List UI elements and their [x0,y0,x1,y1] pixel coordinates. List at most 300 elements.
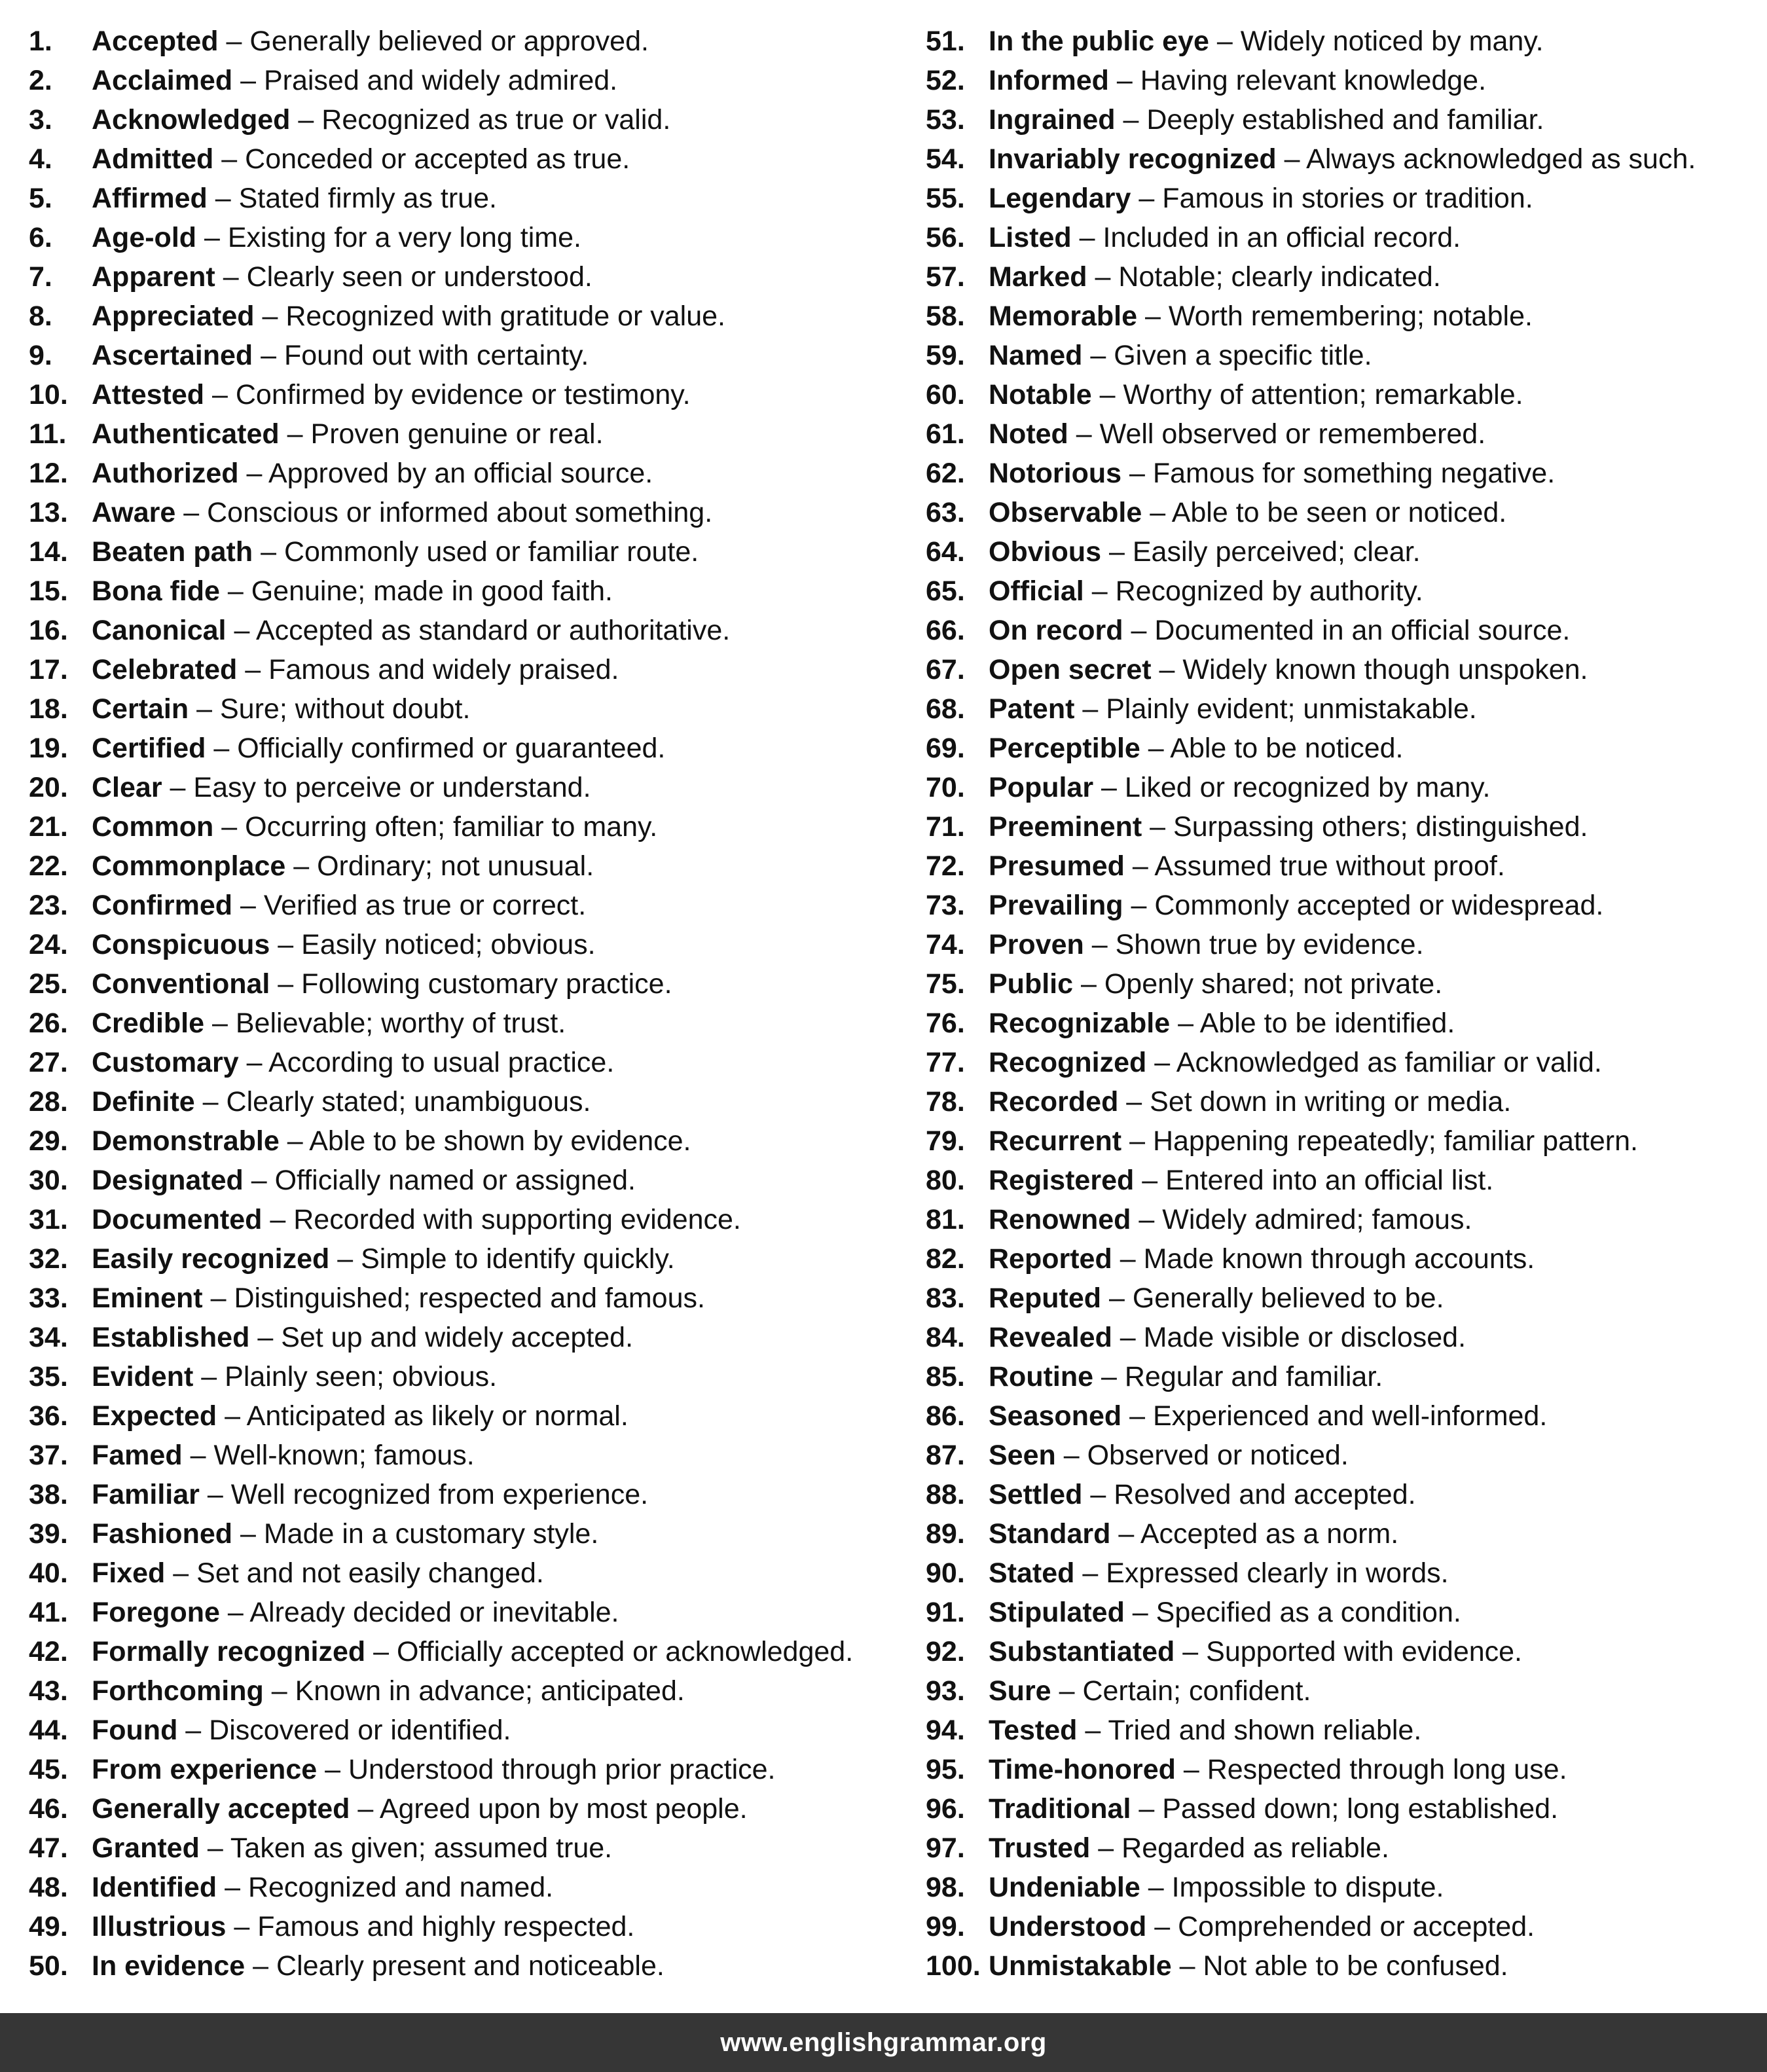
item-definition: Generally believed or approved. [249,26,649,57]
item-term: Identified [92,1872,217,1903]
item-number: 13. [29,497,68,528]
item-term: Certified [92,733,206,764]
item-number: 86. [926,1400,965,1432]
item-definition: Worthy of attention; remarkable. [1123,379,1523,410]
item-definition: Commonly used or familiar route. [283,536,699,568]
list-item [926,1907,1696,1946]
item-number: 73. [926,890,965,921]
item-separator: – [234,615,250,646]
item-number: 64. [926,536,965,568]
list-item [926,1121,1696,1161]
item-definition: Sure; without doubt. [219,693,471,725]
item-definition: Assumed true without proof. [1154,850,1505,882]
item-separator: – [173,1557,189,1589]
item-definition: Liked or recognized by many. [1124,772,1491,803]
item-separator: – [1142,1165,1158,1196]
list-item [29,846,853,886]
item-definition: Deeply established and familiar. [1146,104,1544,136]
item-definition: Able to be identified. [1199,1008,1455,1039]
item-separator: – [270,1204,286,1235]
list-item [29,1671,853,1711]
item-separator: – [207,1832,223,1864]
list-item [926,179,1696,218]
item-number: 51. [926,26,965,57]
list-item [926,1436,1696,1475]
item-number: 31. [29,1204,68,1235]
list-item [29,179,853,218]
item-definition: Famous in stories or tradition. [1162,183,1533,214]
item-term: Demonstrable [92,1125,280,1157]
item-separator: – [1154,1911,1171,1942]
item-definition: Supported with evidence. [1206,1636,1523,1667]
item-number: 9. [29,340,52,371]
item-separator: – [1063,1440,1080,1471]
item-number: 68. [926,693,965,725]
item-number: 79. [926,1125,965,1157]
item-separator: – [183,497,200,528]
item-separator: – [1091,575,1108,607]
item-separator: – [190,1440,206,1471]
item-term: Marked [989,261,1087,293]
item-separator: – [278,968,294,1000]
item-term: Ingrained [989,104,1116,136]
item-term: Recurrent [989,1125,1122,1157]
item-number: 30. [29,1165,68,1196]
item-definition: Worth remembering; notable. [1168,300,1533,332]
item-term: Clear [92,772,162,803]
item-separator: – [337,1243,354,1275]
website-url[interactable]: www.englishgrammar.org [720,2027,1047,2057]
item-definition: Set up and widely accepted. [281,1322,634,1353]
item-term: Seen [989,1440,1056,1471]
item-term: Settled [989,1479,1083,1510]
item-separator: – [227,1597,244,1628]
item-separator: – [261,340,277,371]
item-definition: Genuine; made in good faith. [251,575,613,607]
item-definition: Always acknowledged as such. [1306,143,1696,175]
item-separator: – [325,1754,341,1785]
item-number: 85. [926,1361,965,1392]
item-definition: Easily perceived; clear. [1132,536,1421,568]
list-item [926,768,1696,807]
item-definition: Specified as a condition. [1156,1597,1461,1628]
list-item [29,1004,853,1043]
item-separator: – [278,929,294,960]
item-separator: – [234,1911,250,1942]
item-term: Granted [92,1832,200,1864]
item-separator: – [221,143,238,175]
item-separator: – [373,1636,390,1667]
item-definition: Famous and highly respected. [257,1911,635,1942]
item-separator: – [1150,497,1166,528]
item-separator: – [257,1322,274,1353]
item-term: Noted [989,418,1068,450]
item-number: 89. [926,1518,965,1550]
list-item [29,1946,853,1986]
list-item [926,1396,1696,1436]
item-definition: Experienced and well-informed. [1152,1400,1548,1432]
item-separator: – [1139,1793,1155,1825]
item-term: Designated [92,1165,244,1196]
list-item [29,100,853,139]
item-separator: – [1132,850,1148,882]
item-separator: – [287,418,303,450]
item-separator: – [271,1675,287,1707]
item-number: 12. [29,458,68,489]
item-term: Recognizable [989,1008,1171,1039]
item-term: Official [989,575,1084,607]
list-item [926,572,1696,611]
item-separator: – [223,261,239,293]
item-number: 98. [926,1872,965,1903]
item-separator: – [1150,811,1166,843]
item-term: Informed [989,65,1109,96]
item-number: 58. [926,300,965,332]
item-separator: – [225,1872,240,1903]
item-term: Canonical [92,615,227,646]
item-separator: – [240,890,256,921]
item-term: Acknowledged [92,104,291,136]
list-item [926,1004,1696,1043]
item-separator: – [1148,1872,1164,1903]
item-term: Listed [989,222,1072,253]
item-definition: Stated firmly as true. [238,183,497,214]
item-number: 14. [29,536,68,568]
item-definition: Happening repeatedly; familiar pattern. [1152,1125,1638,1157]
item-number: 63. [926,497,965,528]
item-term: Presumed [989,850,1125,882]
list-item [926,1711,1696,1750]
item-term: Generally accepted [92,1793,350,1825]
item-separator: – [1080,968,1097,1000]
item-term: Fashioned [92,1518,233,1550]
item-term: Reported [989,1243,1112,1275]
item-term: Foregone [92,1597,220,1628]
item-term: Tested [989,1715,1078,1746]
list-item [29,1750,853,1789]
item-separator: – [1101,1361,1117,1392]
item-separator: – [221,811,238,843]
item-term: Authenticated [92,418,280,450]
item-definition: Commonly accepted or widespread. [1154,890,1604,921]
item-separator: – [1095,261,1111,293]
item-definition: Acknowledged as familiar or valid. [1176,1047,1602,1078]
item-definition: Well recognized from experience. [230,1479,649,1510]
item-separator: – [212,1008,228,1039]
item-definition: Agreed upon by most people. [379,1793,748,1825]
list-item [29,1475,853,1514]
item-term: In the public eye [989,26,1209,57]
item-definition: Openly shared; not private. [1104,968,1443,1000]
item-separator: – [1179,1950,1195,1982]
item-number: 36. [29,1400,68,1432]
list-item [926,1554,1696,1593]
item-term: Eminent [92,1282,203,1314]
item-number: 65. [926,575,965,607]
item-term: Affirmed [92,183,208,214]
list-item [926,1671,1696,1711]
item-separator: – [1091,929,1108,960]
item-number: 62. [926,458,965,489]
list-item [29,572,853,611]
item-definition: Following customary practice. [301,968,672,1000]
item-separator: – [287,1125,303,1157]
list-item [29,22,853,61]
item-definition: Entered into an official list. [1165,1165,1494,1196]
item-term: Open secret [989,654,1152,685]
item-separator: – [1082,1557,1099,1589]
list-item [926,454,1696,493]
item-term: Illustrious [92,1911,227,1942]
item-definition: Set down in writing or media. [1150,1086,1512,1118]
item-separator: – [1076,418,1092,450]
item-number: 61. [926,418,965,450]
item-term: Time-honored [989,1754,1176,1785]
item-number: 59. [926,340,965,371]
item-term: Memorable [989,300,1138,332]
item-number: 3. [29,104,52,136]
list-item [29,1396,853,1436]
item-number: 94. [926,1715,965,1746]
item-definition: According to usual practice. [268,1047,615,1078]
item-definition: Believable; worthy of trust. [235,1008,566,1039]
list-item [926,1868,1696,1907]
list-item [926,729,1696,768]
item-definition: Widely admired; famous. [1162,1204,1472,1235]
item-separator: – [1154,1047,1171,1078]
item-number: 22. [29,850,68,882]
item-definition: Officially accepted or acknowledged. [397,1636,854,1667]
item-number: 46. [29,1793,68,1825]
item-separator: – [1148,733,1164,764]
item-number: 92. [926,1636,965,1667]
item-definition: Officially confirmed or guaranteed. [237,733,666,764]
list-item [926,336,1696,375]
item-term: On record [989,615,1123,646]
item-term: Commonplace [92,850,286,882]
item-separator: – [1132,1597,1148,1628]
item-number: 18. [29,693,68,725]
item-number: 29. [29,1125,68,1157]
item-separator: – [211,379,228,410]
item-separator: – [215,183,231,214]
item-term: Authorized [92,458,239,489]
item-term: Recorded [989,1086,1119,1118]
item-definition: Able to be seen or noticed. [1171,497,1507,528]
item-term: Public [989,968,1074,1000]
item-separator: – [1090,340,1106,371]
item-number: 7. [29,261,52,293]
item-number: 34. [29,1322,68,1353]
item-number: 77. [926,1047,965,1078]
item-separator: – [293,850,310,882]
item-number: 6. [29,222,52,253]
item-definition: Resolved and accepted. [1114,1479,1416,1510]
item-term: Formally recognized [92,1636,366,1667]
item-separator: – [1129,1125,1145,1157]
list-item [926,493,1696,532]
word-list-column-left [29,22,853,1986]
item-definition: Ordinary; not unusual. [317,850,594,882]
item-separator: – [1131,615,1147,646]
item-definition: Clearly stated; unambiguous. [226,1086,591,1118]
item-definition: Recorded with supporting evidence. [293,1204,741,1235]
item-separator: – [240,65,256,96]
list-item [29,1554,853,1593]
list-item [29,454,853,493]
item-definition: Taken as given; assumed true. [230,1832,613,1864]
item-number: 20. [29,772,68,803]
list-item [926,22,1696,61]
item-number: 42. [29,1636,68,1667]
list-item [29,1593,853,1632]
item-number: 91. [926,1597,965,1628]
item-term: Certain [92,693,189,725]
item-term: Customary [92,1047,239,1078]
item-definition: Respected through long use. [1207,1754,1567,1785]
item-definition: Famous for something negative. [1152,458,1556,489]
list-item [926,375,1696,414]
item-number: 24. [29,929,68,960]
item-term: Unmistakable [989,1950,1172,1982]
list-item [29,729,853,768]
item-number: 4. [29,143,52,175]
item-definition: Known in advance; anticipated. [295,1675,685,1707]
list-item [29,1711,853,1750]
item-separator: – [246,458,263,489]
item-separator: – [1139,1204,1155,1235]
item-separator: – [226,26,242,57]
list-item [29,1907,853,1946]
item-separator: – [225,1400,241,1432]
item-definition: Generally believed to be. [1132,1282,1444,1314]
item-term: Routine [989,1361,1094,1392]
item-number: 60. [926,379,965,410]
item-definition: Observed or noticed. [1087,1440,1349,1471]
item-number: 84. [926,1322,965,1353]
item-definition: Regarded as reliable. [1121,1832,1389,1864]
list-item [29,1436,853,1475]
item-separator: – [1085,1715,1101,1746]
item-number: 5. [29,183,52,214]
word-list-column-right [926,22,1696,1986]
list-item [926,1593,1696,1632]
item-definition: Anticipated as likely or normal. [246,1400,628,1432]
list-item [926,139,1696,179]
item-separator: – [210,1282,227,1314]
item-number: 25. [29,968,68,1000]
item-definition: Plainly evident; unmistakable. [1106,693,1477,725]
item-term: Notorious [989,458,1122,489]
list-item [29,375,853,414]
item-definition: Conceded or accepted as true. [245,143,630,175]
list-item [29,689,853,729]
item-number: 50. [29,1950,68,1982]
list-item [29,807,853,846]
item-term: In evidence [92,1950,246,1982]
item-term: Stated [989,1557,1075,1589]
item-term: Prevailing [989,890,1123,921]
item-term: Popular [989,772,1094,803]
item-number: 75. [926,968,965,1000]
item-number: 39. [29,1518,68,1550]
item-term: Traditional [989,1793,1131,1825]
item-term: Apparent [92,261,215,293]
item-term: Invariably recognized [989,143,1277,175]
item-separator: – [1120,1243,1136,1275]
item-term: Proven [989,929,1084,960]
item-separator: – [1129,458,1145,489]
list-item [29,414,853,454]
item-number: 21. [29,811,68,843]
list-item [29,1632,853,1671]
item-definition: Discovered or identified. [209,1715,511,1746]
list-item [926,297,1696,336]
item-separator: – [240,1518,256,1550]
item-definition: Having relevant knowledge. [1140,65,1487,96]
list-item [29,1161,853,1200]
item-separator: – [213,733,230,764]
list-item [926,1279,1696,1318]
list-item [29,611,853,650]
item-definition: Included in an official record. [1102,222,1461,253]
item-separator: – [227,575,244,607]
item-separator: – [1118,1518,1135,1550]
item-number: 8. [29,300,52,332]
item-definition: Regular and familiar. [1124,1361,1383,1392]
item-term: Famed [92,1440,183,1471]
item-term: Stipulated [989,1597,1125,1628]
item-definition: Not able to be confused. [1203,1950,1508,1982]
item-number: 16. [29,615,68,646]
item-separator: – [204,222,220,253]
item-separator: – [1178,1008,1194,1039]
item-number: 49. [29,1911,68,1942]
list-item [29,1082,853,1121]
item-separator: – [170,772,186,803]
item-number: 81. [926,1204,965,1235]
item-definition: Expressed clearly in words. [1106,1557,1449,1589]
item-term: Common [92,811,214,843]
item-term: Named [989,340,1083,371]
item-term: Established [92,1322,250,1353]
item-number: 95. [926,1754,965,1785]
item-number: 27. [29,1047,68,1078]
list-item [29,297,853,336]
item-definition: Given a specific title. [1114,340,1372,371]
item-term: Legendary [989,183,1131,214]
item-term: Notable [989,379,1092,410]
item-number: 40. [29,1557,68,1589]
item-definition: Widely noticed by many. [1240,26,1544,57]
item-definition: Recognized with gratitude or value. [285,300,726,332]
item-separator: – [1098,1832,1114,1864]
item-definition: Accepted as standard or authoritative. [255,615,731,646]
item-number: 96. [926,1793,965,1825]
item-number: 87. [926,1440,965,1471]
list-item [29,1789,853,1828]
item-separator: – [1082,693,1099,725]
item-number: 35. [29,1361,68,1392]
item-term: Appreciated [92,300,255,332]
item-number: 10. [29,379,68,410]
item-separator: – [262,300,278,332]
list-item [926,257,1696,297]
item-term: Sure [989,1675,1051,1707]
item-term: Obvious [989,536,1102,568]
item-definition: Simple to identify quickly. [361,1243,675,1275]
item-term: Trusted [989,1832,1091,1864]
